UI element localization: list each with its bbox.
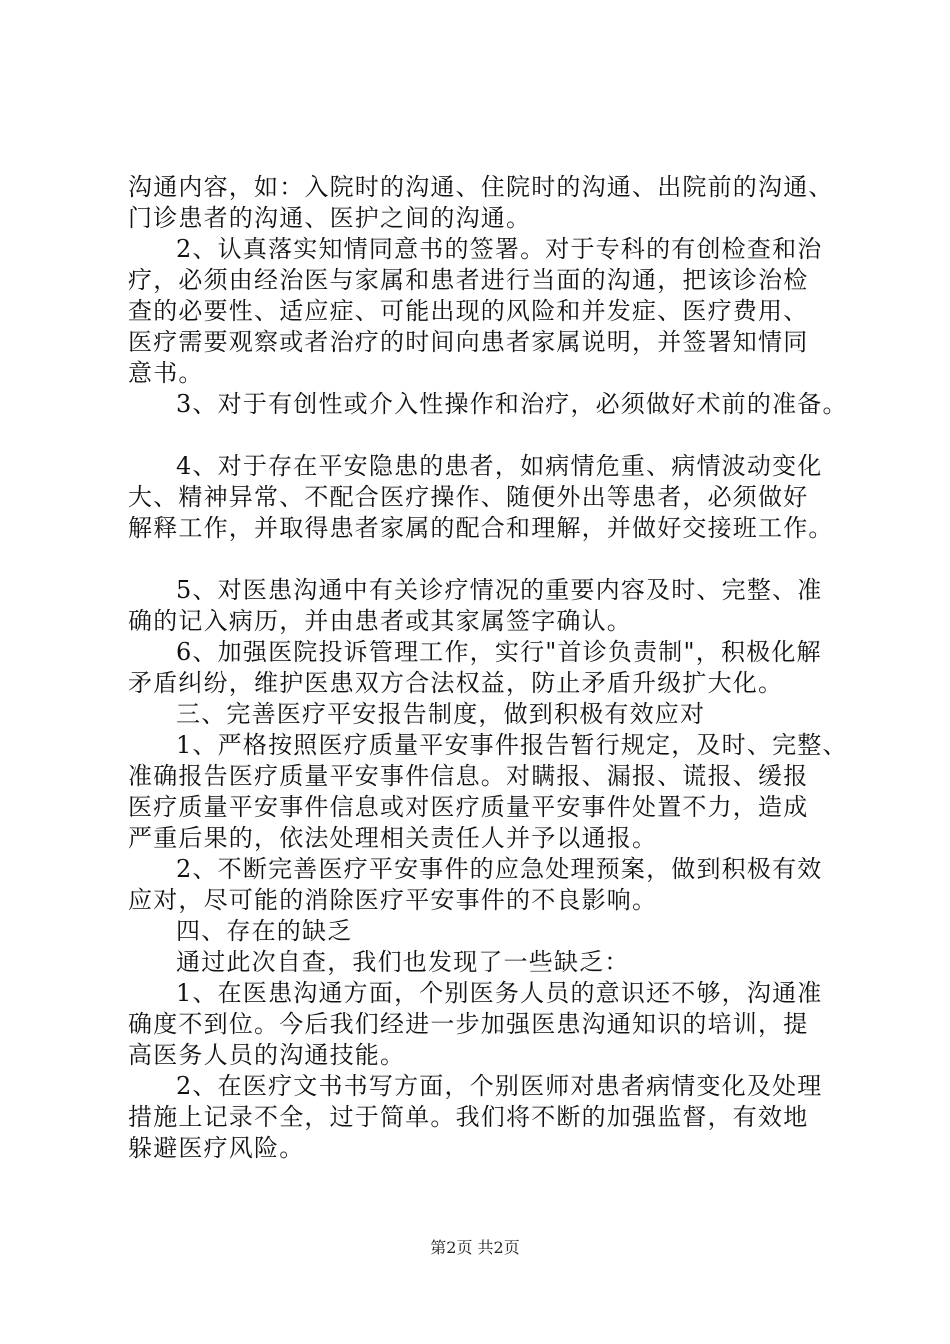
paragraph-start: 1、在医患沟通方面，个别医务人员的意识还不够，沟通准 xyxy=(176,979,823,1007)
paragraph-start: 4、对于存在平安隐患的患者，如病情危重、病情波动变化 xyxy=(176,452,823,480)
text-line: 确的记入病历，并由患者或其家属签字确认。 xyxy=(128,607,632,635)
text-line: 措施上记录不全，过于简单。我们将不断的加强监督，有效地 xyxy=(128,1103,809,1131)
text-line: 躲避医疗风险。 xyxy=(128,1134,305,1162)
section-heading: 四、存在的缺乏 xyxy=(176,917,353,945)
text-line: 医疗质量平安事件信息或对医疗质量平安事件处置不力，造成 xyxy=(128,793,809,821)
page-footer xyxy=(0,1238,950,1258)
paragraph-start: 1、严格按照医疗质量平安事件报告暂行规定，及时、完整、 xyxy=(176,731,848,759)
paragraph-start: 3、对于有创性或介入性操作和治疗，必须做好术前的准备。 xyxy=(176,390,848,418)
paragraph-start: 2、不断完善医疗平安事件的应急处理预案，做到积极有效 xyxy=(176,855,823,883)
text-line: 疗，必须由经治医与家属和患者进行当面的沟通，把该诊治检 xyxy=(128,266,809,294)
text-line: 大、精神异常、不配合医疗操作、随便外出等患者，必须做好 xyxy=(128,483,809,511)
text-line: 高医务人员的沟通技能。 xyxy=(128,1041,406,1069)
text-line: 门诊患者的沟通、医护之间的沟通。 xyxy=(128,204,532,232)
text-line: 解释工作，并取得患者家属的配合和理解，并做好交接班工作。 xyxy=(128,514,834,542)
document-body xyxy=(128,172,853,1164)
paragraph-start: 2、认真落实知情同意书的签署。对于专科的有创检查和治 xyxy=(176,235,823,263)
paragraph-start: 2、在医疗文书书写方面，个别医师对患者病情变化及处理 xyxy=(176,1072,823,1100)
text-line: 沟通内容，如：入院时的沟通、住院时的沟通、出院前的沟通、 xyxy=(128,173,834,201)
text-line: 确度不到位。今后我们经进一步加强医患沟通知识的培训，提 xyxy=(128,1010,809,1038)
text-line: 严重后果的，依法处理相关责任人并予以通报。 xyxy=(128,824,658,852)
text-line: 矛盾纠纷，维护医患双方合法权益，防止矛盾升级扩大化。 xyxy=(128,669,784,697)
text-line: 应对，尽可能的消除医疗平安事件的不良影响。 xyxy=(128,886,658,914)
paragraph-start: 通过此次自查，我们也发现了一些缺乏： xyxy=(176,948,630,976)
blank-line xyxy=(128,420,853,451)
text-line: 意书。 xyxy=(128,359,204,387)
text-line: 查的必要性、适应症、可能出现的风险和并发症、医疗费用、 xyxy=(128,297,809,325)
paragraph-start: 6、加强医院投诉管理工作，实行"首诊负责制"，积极化解 xyxy=(176,638,822,666)
blank-line xyxy=(128,544,853,575)
text-line: 准确报告医疗质量平安事件信息。对瞒报、漏报、谎报、缓报 xyxy=(128,762,809,790)
page-number-label: 第2页 共2页 xyxy=(430,1238,520,1257)
section-heading: 三、完善医疗平安报告制度，做到积极有效应对 xyxy=(176,700,706,728)
paragraph-start: 5、对医患沟通中有关诊疗情况的重要内容及时、完整、准 xyxy=(176,576,823,604)
text-line: 医疗需要观察或者治疗的时间向患者家属说明，并签署知情同 xyxy=(128,328,809,356)
